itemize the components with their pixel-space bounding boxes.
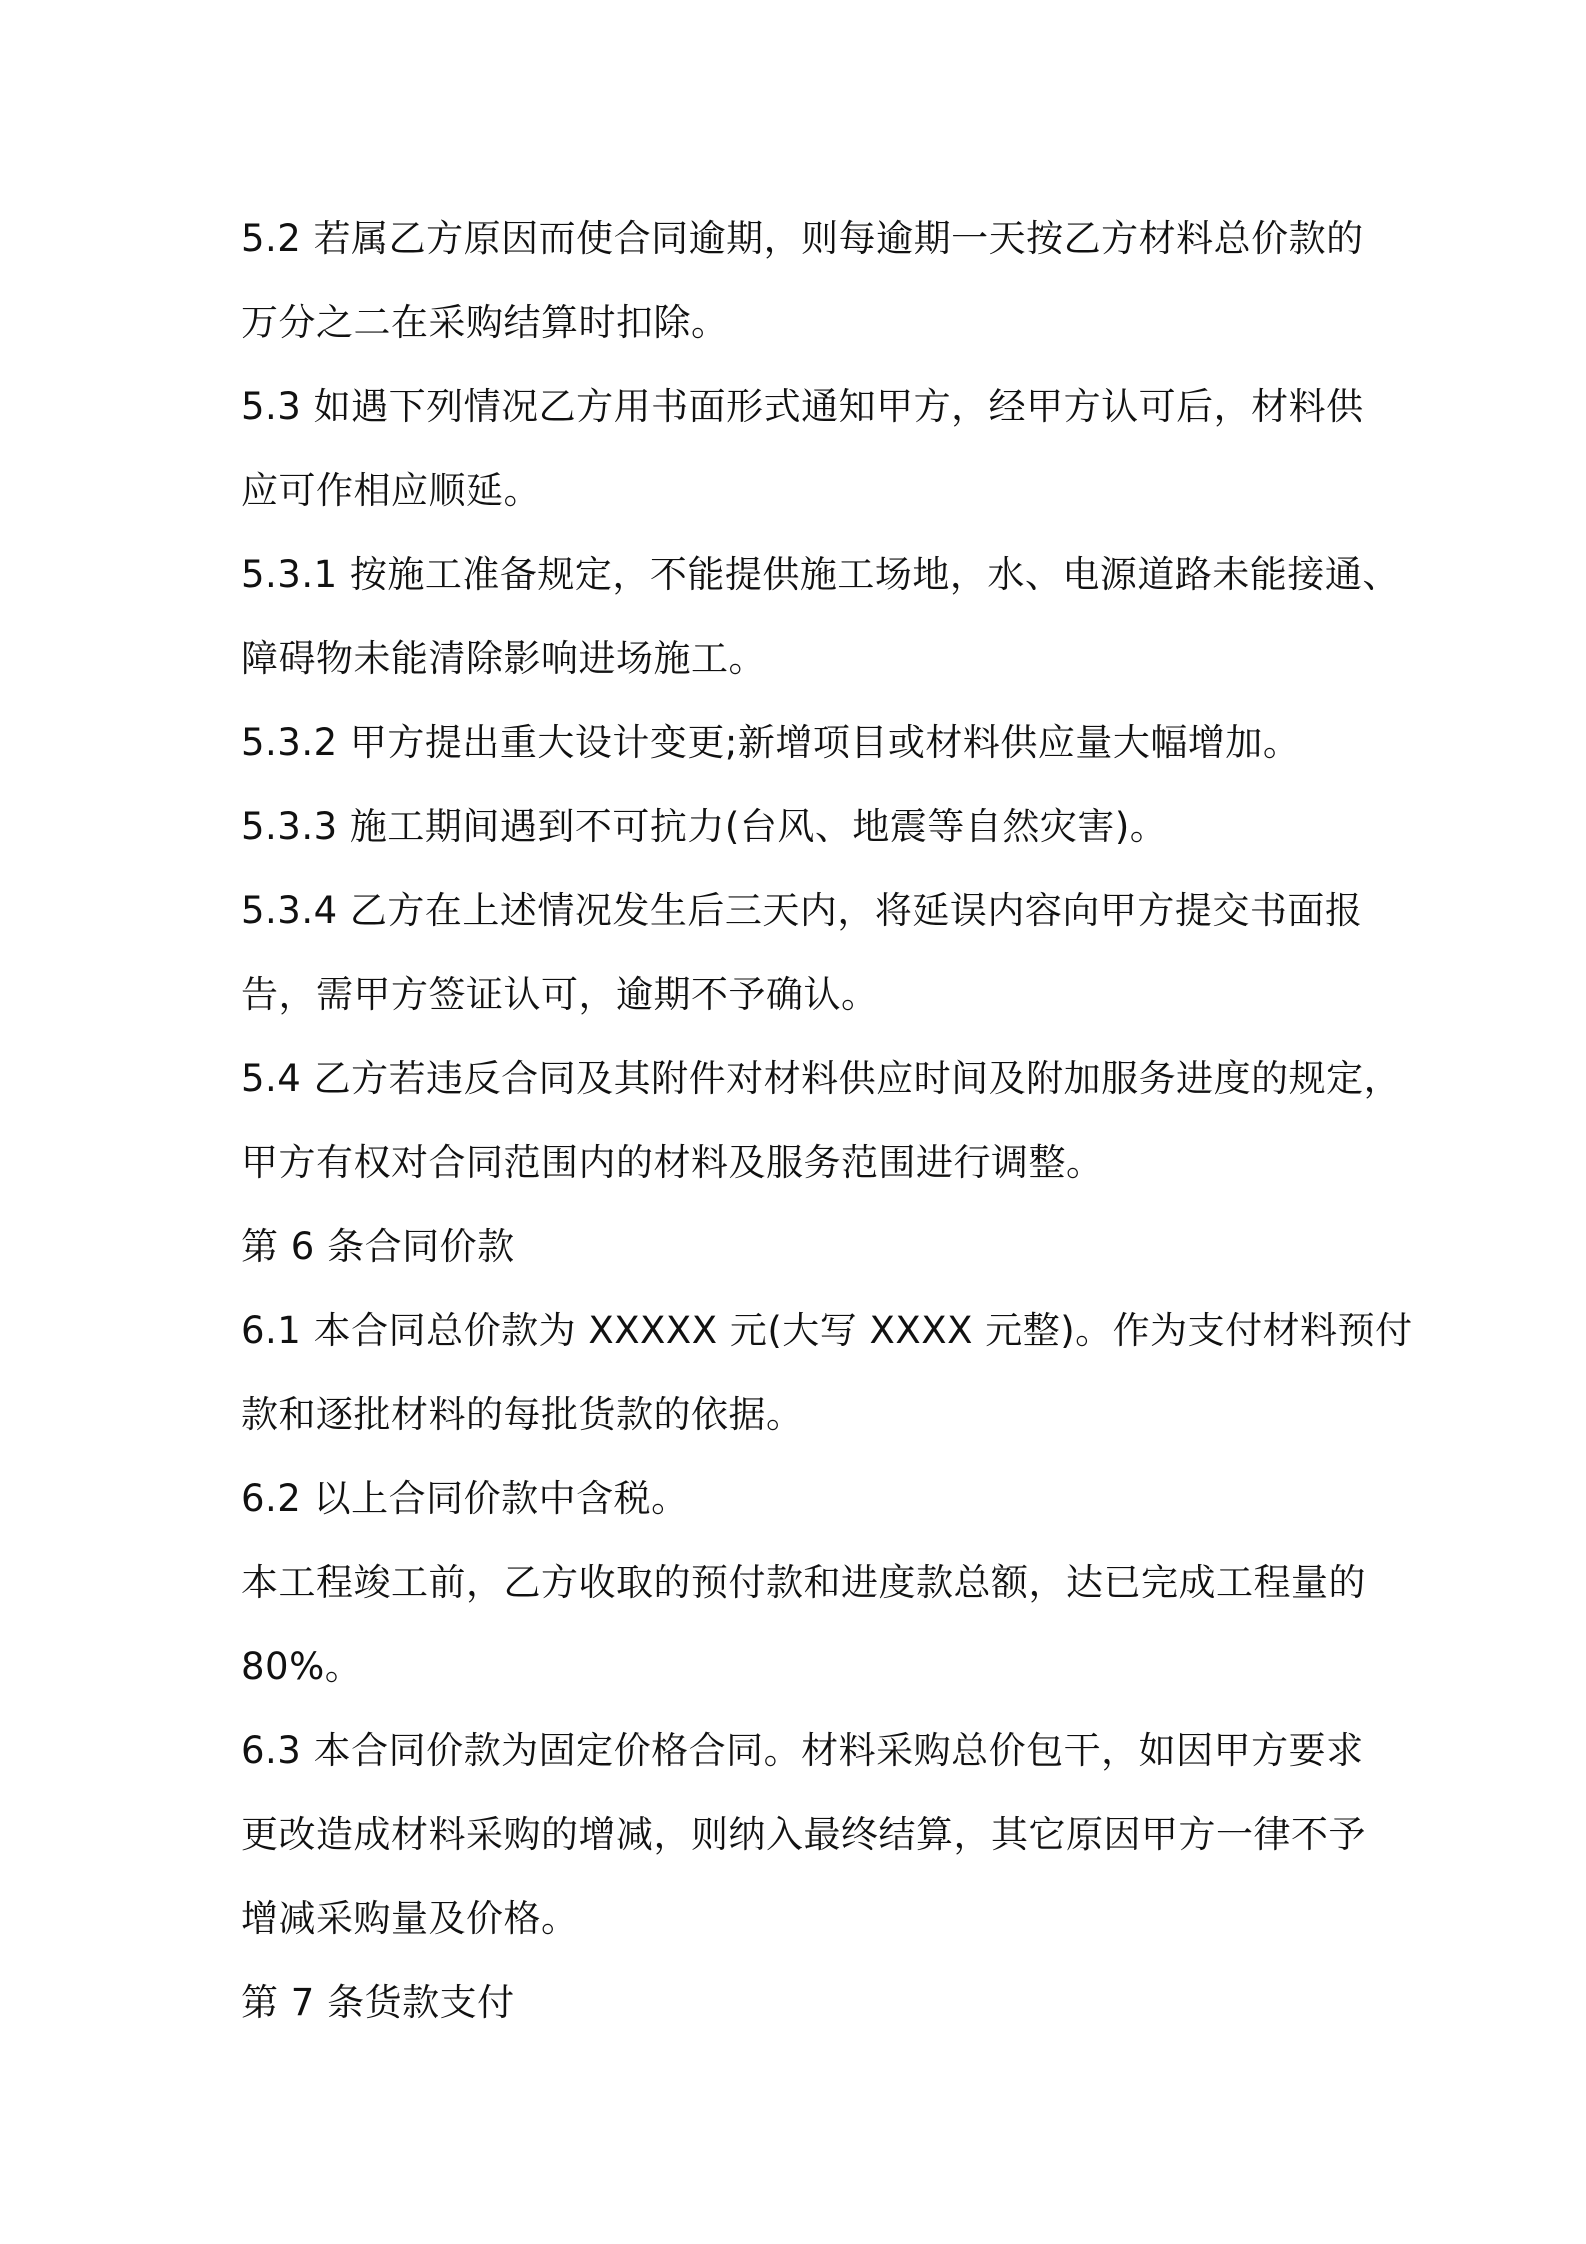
text-line: 增减采购量及价格。 <box>241 1897 579 1940</box>
text-line: 款和逐批材料的每批货款的依据。 <box>241 1393 804 1436</box>
text-line: 5.4 乙方若违反合同及其附件对材料供应时间及附加服务进度的规定， <box>241 1057 1402 1100</box>
text-line: 80%。 <box>241 1645 363 1688</box>
text-line: 6.3 本合同价款为固定价格合同。材料采购总价包干，如因甲方要求 <box>241 1729 1364 1772</box>
text-line: 5.3 如遇下列情况乙方用书面形式通知甲方，经甲方认可后，材料供 <box>241 385 1364 428</box>
section-heading: 第 6 条合同价款 <box>241 1225 515 1268</box>
text-line: 更改造成材料采购的增减，则纳入最终结算，其它原因甲方一律不予 <box>241 1813 1366 1856</box>
text-line: 障碍物未能清除影响进场施工。 <box>241 637 766 680</box>
document-body <box>241 197 1413 2045</box>
text-line: 5.3.2 甲方提出重大设计变更;新增项目或材料供应量大幅增加。 <box>241 721 1301 764</box>
text-line: 6.1 本合同总价款为 XXXXX 元(大写 XXXX 元整)。作为支付材料预付 <box>241 1309 1413 1352</box>
text-line: 告，需甲方签证认可，逾期不予确认。 <box>241 973 879 1016</box>
text-line: 万分之二在采购结算时扣除。 <box>241 301 729 344</box>
text-line: 5.2 若属乙方原因而使合同逾期，则每逾期一天按乙方材料总价款的 <box>241 217 1364 260</box>
text-line: 本工程竣工前，乙方收取的预付款和进度款总额，达已完成工程量的 <box>241 1561 1366 1604</box>
text-line: 5.3.1 按施工准备规定，不能提供施工场地，水、电源道路未能接通、 <box>241 553 1400 596</box>
text-line: 甲方有权对合同范围内的材料及服务范围进行调整。 <box>241 1141 1104 1184</box>
text-line: 6.2 以上合同价款中含税。 <box>241 1477 689 1520</box>
text-line: 5.3.3 施工期间遇到不可抗力(台风、地震等自然灾害)。 <box>241 805 1168 848</box>
section-heading: 第 7 条货款支付 <box>241 1981 515 2024</box>
text-line: 5.3.4 乙方在上述情况发生后三天内，将延误内容向甲方提交书面报 <box>241 889 1363 932</box>
text-line: 应可作相应顺延。 <box>241 469 541 512</box>
